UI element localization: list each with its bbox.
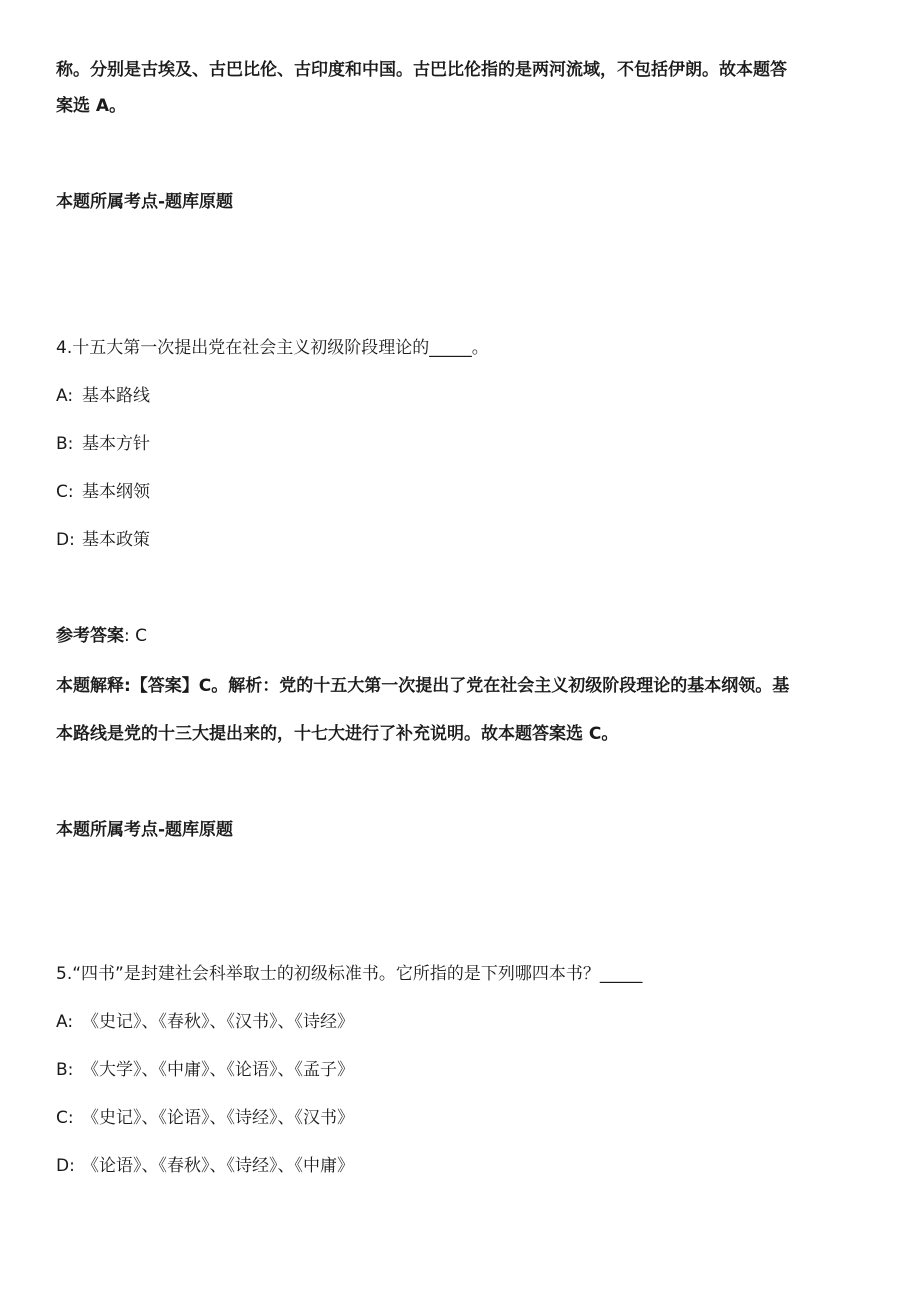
- q5-option-d: [56, 1154, 864, 1178]
- option-text: 《论语》、《春秋》、《诗经》、《中庸》: [82, 1156, 354, 1176]
- answer-value: : C: [124, 626, 148, 646]
- option-text: 基本路线: [82, 386, 150, 406]
- prev-explanation-line-2: 案选 A。: [56, 96, 127, 116]
- q4-option-d: [56, 528, 864, 552]
- q5-option-a: [56, 1010, 864, 1034]
- prev-explanation-line-1: 称。分别是古埃及、古巴比伦、古印度和中国。古巴比伦指的是两河流域，不包括伊朗。故本题答: [56, 60, 787, 80]
- q5-option-c: [56, 1106, 864, 1130]
- q5-question: 5.“四书”是封建社会科举取士的初级标准书。它所指的是下列哪四本书？_____: [56, 964, 643, 984]
- prev-source-label: 本题所属考点-题库原题: [56, 192, 234, 212]
- option-text: 基本政策: [82, 530, 150, 550]
- option-letter: D:: [56, 1156, 75, 1176]
- q4-explanation-line-2: 本路线是党的十三大提出来的，十七大进行了补充说明。故本题答案选 C。: [56, 724, 619, 744]
- option-letter: B:: [56, 1060, 74, 1080]
- q4-question: 4.十五大第一次提出党在社会主义初级阶段理论的_____。: [56, 338, 489, 358]
- option-letter: B:: [56, 434, 74, 454]
- option-letter: A:: [56, 1012, 74, 1032]
- option-text: 基本方针: [82, 434, 150, 454]
- q5-option-b: [56, 1058, 864, 1082]
- option-letter: C:: [56, 482, 74, 502]
- q4-option-b: [56, 432, 864, 456]
- q4-explanation-line-1: [56, 674, 864, 698]
- explanation-label: 本题解释: [56, 676, 124, 696]
- q4-option-a: [56, 384, 864, 408]
- option-text: 基本纲领: [82, 482, 150, 502]
- option-text: 《史记》、《春秋》、《汉书》、《诗经》: [82, 1012, 354, 1032]
- option-text: 《史记》、《论语》、《诗经》、《汉书》: [82, 1108, 354, 1128]
- option-letter: C:: [56, 1108, 74, 1128]
- option-letter: D:: [56, 530, 75, 550]
- q4-option-c: [56, 480, 864, 504]
- q4-answer: [56, 624, 864, 648]
- q4-source-label: 本题所属考点-题库原题: [56, 820, 234, 840]
- answer-label: 参考答案: [56, 626, 124, 646]
- option-text: 《大学》、《中庸》、《论语》、《孟子》: [82, 1060, 354, 1080]
- explanation-text: :【答案】C。解析：党的十五大第一次提出了党在社会主义初级阶段理论的基本纲领。基: [124, 676, 790, 696]
- option-letter: A:: [56, 386, 74, 406]
